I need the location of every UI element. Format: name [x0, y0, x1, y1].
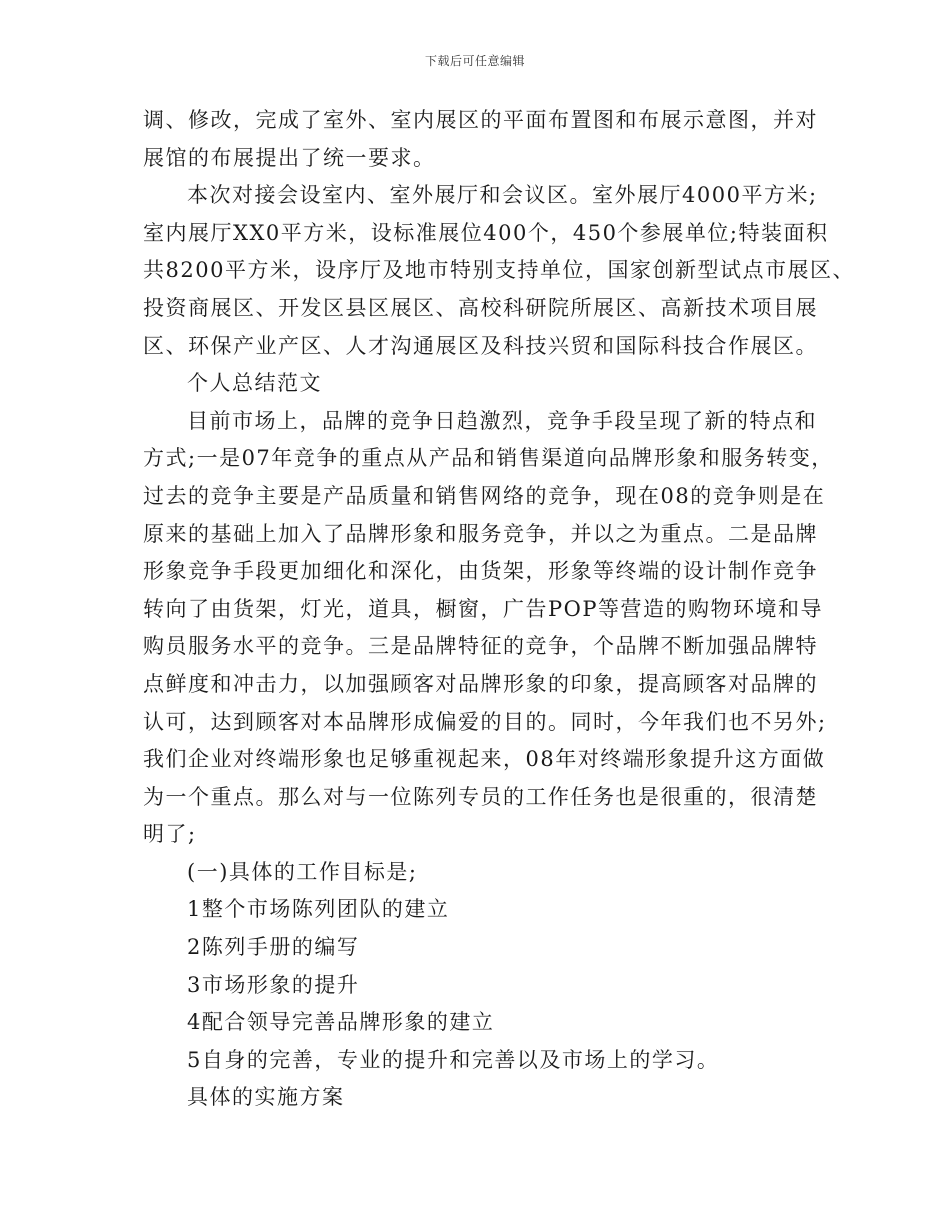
paragraph-line: 原来的基础上加入了品牌形象和服务竞争，并以之为重点。二是品牌 — [143, 521, 818, 546]
list-item: 5自身的完善，专业的提升和完善以及市场上的学习。 — [187, 1047, 720, 1072]
list-item: 3市场形象的提升 — [187, 972, 360, 997]
paragraph-line: 方式;一是07年竞争的重点从产品和销售渠道向品牌形象和服务转变， — [143, 446, 834, 471]
paragraph-line: 目前市场上，品牌的竞争日趋激烈，竞争手段呈现了新的特点和 — [187, 408, 817, 433]
section-title: 个人总结范文 — [187, 371, 322, 396]
paragraph-line: 转向了由货架，灯光，道具，橱窗，广告POP等营造的购物环境和导 — [143, 596, 823, 621]
paragraph-line: 过去的竞争主要是产品质量和销售网络的竞争，现在08的竞争则是在 — [143, 483, 826, 508]
paragraph-line: 展馆的布展提出了统一要求。 — [143, 145, 436, 170]
paragraph-line: 本次对接会设室内、室外展厅和会议区。室外展厅4000平方米; — [187, 183, 818, 208]
page-header: 下载后可任意编辑 — [424, 54, 525, 68]
list-item: 1整个市场陈列团队的建立 — [187, 897, 450, 922]
section-title: 具体的实施方案 — [187, 1085, 345, 1110]
list-heading: (一)具体的工作目标是; — [187, 859, 418, 884]
paragraph-line: 形象竞争手段更加细化和深化，由货架，形象等终端的设计制作竞争 — [143, 559, 818, 584]
paragraph-line: 认可，达到顾客对本品牌形成偏爱的目的。同时，今年我们也不另外; — [143, 709, 827, 734]
paragraph-line: 为一个重点。那么对与一位陈列专员的工作任务也是很重的，很清楚 — [143, 784, 818, 809]
paragraph-line: 区、环保产业产区、人才沟通展区及科技兴贸和国际科技合作展区。 — [143, 333, 818, 358]
paragraph-line: 我们企业对终端形象也足够重视起来，08年对终端形象提升这方面做 — [143, 747, 826, 772]
list-item: 4配合领导完善品牌形象的建立 — [187, 1010, 495, 1035]
paragraph-line: 共8200平方米，设序厅及地市特别支持单位，国家创新型试点市展区、 — [143, 258, 855, 283]
paragraph-line: 调、修改，完成了室外、室内展区的平面布置图和布展示意图，并对 — [143, 108, 818, 132]
paragraph-line: 明了; — [143, 822, 197, 847]
document-body — [143, 102, 855, 1117]
paragraph-line: 投资商展区、开发区县区展区、高校科研院所展区、高新技术项目展 — [143, 295, 818, 320]
paragraph-line: 点鲜度和冲击力，以加强顾客对品牌形象的印象，提高顾客对品牌的 — [143, 671, 818, 696]
paragraph-line: 购员服务水平的竞争。三是品牌特征的竞争，个品牌不断加强品牌特 — [143, 634, 818, 659]
list-item: 2陈列手册的编写 — [187, 935, 360, 960]
paragraph-line: 室内展厅XX0平方米，设标准展位400个，450个参展单位;特装面积 — [143, 220, 829, 245]
